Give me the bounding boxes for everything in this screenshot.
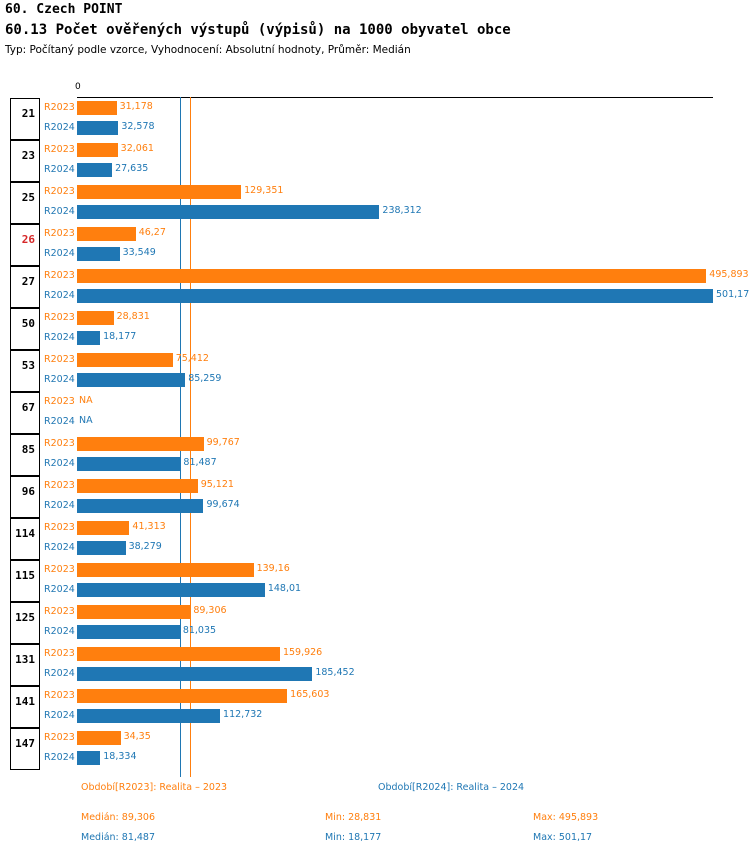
value-label-R2024-131: 185,452 xyxy=(315,667,355,678)
series-label-R2023: R2023 xyxy=(44,354,75,365)
series-label-R2024: R2024 xyxy=(44,626,75,637)
bar-R2023-114 xyxy=(77,521,129,535)
bar-R2024-27 xyxy=(77,289,713,303)
category-label-147: 147 xyxy=(15,737,35,750)
legend-series2-max: Max: 501,17 xyxy=(533,832,593,843)
series-label-R2023: R2023 xyxy=(44,396,75,407)
chart-row xyxy=(0,308,750,350)
value-label-R2024-141: 112,732 xyxy=(223,709,263,720)
value-label-R2023-25: 129,351 xyxy=(244,185,284,196)
bar-R2024-85 xyxy=(77,457,180,471)
chart-row xyxy=(0,518,750,560)
bar-R2023-96 xyxy=(77,479,198,493)
value-label-R2024-50: 18,177 xyxy=(103,331,137,342)
category-label-131: 131 xyxy=(15,653,35,666)
bar-R2023-53 xyxy=(77,353,173,367)
bar-R2024-50 xyxy=(77,331,100,345)
series-label-R2023: R2023 xyxy=(44,732,75,743)
value-label-R2024-27: 501,17 xyxy=(716,289,750,300)
series-label-R2024: R2024 xyxy=(44,122,75,133)
category-label-115: 115 xyxy=(15,569,35,582)
bar-R2023-131 xyxy=(77,647,280,661)
value-label-R2024-114: 38,279 xyxy=(128,541,162,552)
bar-R2023-26 xyxy=(77,227,136,241)
bar-R2024-21 xyxy=(77,121,118,135)
chart-row xyxy=(0,266,750,308)
category-label-25: 25 xyxy=(21,191,35,204)
value-label-R2024-23: 27,635 xyxy=(115,163,149,174)
bar-R2024-23 xyxy=(77,163,112,177)
value-label-R2024-21: 32,578 xyxy=(121,121,155,132)
category-label-85: 85 xyxy=(21,443,35,456)
value-label-R2023-114: 41,313 xyxy=(132,521,166,532)
value-label-R2023-115: 139,16 xyxy=(256,563,290,574)
value-label-R2023-53: 75,412 xyxy=(175,353,209,364)
legend-series2-min: Min: 18,177 xyxy=(325,832,382,843)
series-label-R2024: R2024 xyxy=(44,164,75,175)
legend-series1-min: Min: 28,831 xyxy=(325,812,382,823)
series-label-R2024: R2024 xyxy=(44,206,75,217)
value-label-R2023-23: 32,061 xyxy=(120,143,154,154)
bar-R2023-125 xyxy=(77,605,190,619)
series-label-R2024: R2024 xyxy=(44,332,75,343)
bar-R2023-21 xyxy=(77,101,117,115)
page-title: 60.13 Počet ověřených výstupů (výpisů) na 1000 obyvatel obce xyxy=(5,22,511,38)
value-label-R2023-85: 99,767 xyxy=(206,437,240,448)
chart-row xyxy=(0,686,750,728)
value-label-R2023-26: 46,27 xyxy=(138,227,166,238)
chart-row xyxy=(0,224,750,266)
bar-R2024-147 xyxy=(77,751,100,765)
chart-row xyxy=(0,350,750,392)
chart-row xyxy=(0,434,750,476)
series-label-R2024: R2024 xyxy=(44,458,75,469)
value-label-R2023-141: 165,603 xyxy=(290,689,330,700)
series-label-R2024: R2024 xyxy=(44,248,75,259)
bar-R2023-50 xyxy=(77,311,114,325)
bar-R2023-141 xyxy=(77,689,287,703)
series-label-R2023: R2023 xyxy=(44,186,75,197)
report-section-title: 60. Czech POINT xyxy=(5,2,123,17)
series-label-R2024: R2024 xyxy=(44,542,75,553)
value-label-R2024-125: 81,035 xyxy=(182,625,217,636)
series-label-R2024: R2024 xyxy=(44,668,75,679)
chart-row xyxy=(0,644,750,686)
bar-R2024-114 xyxy=(77,541,126,555)
category-label-141: 141 xyxy=(15,695,35,708)
series-label-R2023: R2023 xyxy=(44,270,75,281)
bar-R2024-125 xyxy=(77,625,180,639)
series-label-R2023: R2023 xyxy=(44,312,75,323)
value-label-R2023-21: 31,178 xyxy=(119,101,153,112)
bar-R2024-115 xyxy=(77,583,265,597)
series-label-R2024: R2024 xyxy=(44,584,75,595)
series-label-R2023: R2023 xyxy=(44,564,75,575)
chart-row xyxy=(0,728,750,770)
legend-series2-title: Období[R2024]: Realita – 2024 xyxy=(378,782,525,793)
legend-series1-max: Max: 495,893 xyxy=(533,812,599,823)
bar-R2023-23 xyxy=(77,143,118,157)
bar-R2023-27 xyxy=(77,269,706,283)
series-label-R2024: R2024 xyxy=(44,374,75,385)
value-label-R2023-27: 495,893 xyxy=(709,269,749,280)
value-label-R2024-96: 99,674 xyxy=(206,499,240,510)
legend-series2-median: Medián: 81,487 xyxy=(81,832,156,843)
value-label-R2023-131: 159,926 xyxy=(282,647,323,658)
category-label-96: 96 xyxy=(21,485,35,498)
category-label-53: 53 xyxy=(21,359,35,372)
bar-R2023-25 xyxy=(77,185,241,199)
bar-R2023-85 xyxy=(77,437,204,451)
chart-row xyxy=(0,560,750,602)
series-label-R2024: R2024 xyxy=(44,500,75,511)
series-label-R2023: R2023 xyxy=(44,522,75,533)
legend-series1-title: Období[R2023]: Realita – 2023 xyxy=(81,782,228,793)
category-label-21: 21 xyxy=(21,107,35,120)
chart-row xyxy=(0,392,750,434)
category-label-67: 67 xyxy=(21,401,35,414)
bar-R2024-26 xyxy=(77,247,120,261)
value-label-R2024-67: NA xyxy=(79,415,93,426)
chart-row xyxy=(0,602,750,644)
bar-R2024-25 xyxy=(77,205,379,219)
value-label-R2023-125: 89,306 xyxy=(193,605,227,616)
value-label-R2023-50: 28,831 xyxy=(116,311,150,322)
chart-row xyxy=(0,98,750,140)
legend-series1-median: Medián: 89,306 xyxy=(81,812,156,823)
series-label-R2024: R2024 xyxy=(44,752,75,763)
chart-row xyxy=(0,476,750,518)
bar-R2024-53 xyxy=(77,373,185,387)
category-label-50: 50 xyxy=(21,317,35,330)
bar-R2024-141 xyxy=(77,709,220,723)
series-label-R2023: R2023 xyxy=(44,648,75,659)
series-label-R2023: R2023 xyxy=(44,102,75,113)
category-label-26: 26 xyxy=(21,233,35,246)
category-label-114: 114 xyxy=(15,527,35,540)
series-label-R2023: R2023 xyxy=(44,144,75,155)
value-label-R2024-115: 148,01 xyxy=(267,583,302,594)
series-label-R2023: R2023 xyxy=(44,480,75,491)
series-label-R2024: R2024 xyxy=(44,416,75,427)
series-label-R2024: R2024 xyxy=(44,710,75,721)
bar-R2024-131 xyxy=(77,667,312,681)
value-label-R2024-26: 33,549 xyxy=(122,247,156,258)
value-label-R2024-85: 81,487 xyxy=(183,457,217,468)
category-label-27: 27 xyxy=(21,275,35,288)
series-label-R2024: R2024 xyxy=(44,290,75,301)
series-label-R2023: R2023 xyxy=(44,228,75,239)
category-label-23: 23 xyxy=(21,149,35,162)
chart-row xyxy=(0,140,750,182)
value-label-R2023-67: NA xyxy=(79,395,93,406)
category-label-125: 125 xyxy=(15,611,35,624)
value-label-R2024-53: 85,259 xyxy=(188,373,222,384)
chart-row xyxy=(0,182,750,224)
bar-R2023-147 xyxy=(77,731,121,745)
value-label-R2024-147: 18,334 xyxy=(103,751,137,762)
bar-chart xyxy=(0,78,750,763)
value-label-R2024-25: 238,312 xyxy=(382,205,422,216)
chart-subtitle: Typ: Počítaný podle vzorce, Vyhodnocení: Absolutní hodnoty, Průměr: Medián xyxy=(5,44,411,56)
series-label-R2023: R2023 xyxy=(44,438,75,449)
series-label-R2023: R2023 xyxy=(44,606,75,617)
bar-R2024-96 xyxy=(77,499,203,513)
value-label-R2023-147: 34,35 xyxy=(123,731,151,742)
chart-legend xyxy=(0,776,750,854)
bar-R2023-115 xyxy=(77,563,254,577)
series-label-R2023: R2023 xyxy=(44,690,75,701)
axis-zero-label: 0 xyxy=(75,82,81,92)
value-label-R2023-96: 95,121 xyxy=(200,479,234,490)
